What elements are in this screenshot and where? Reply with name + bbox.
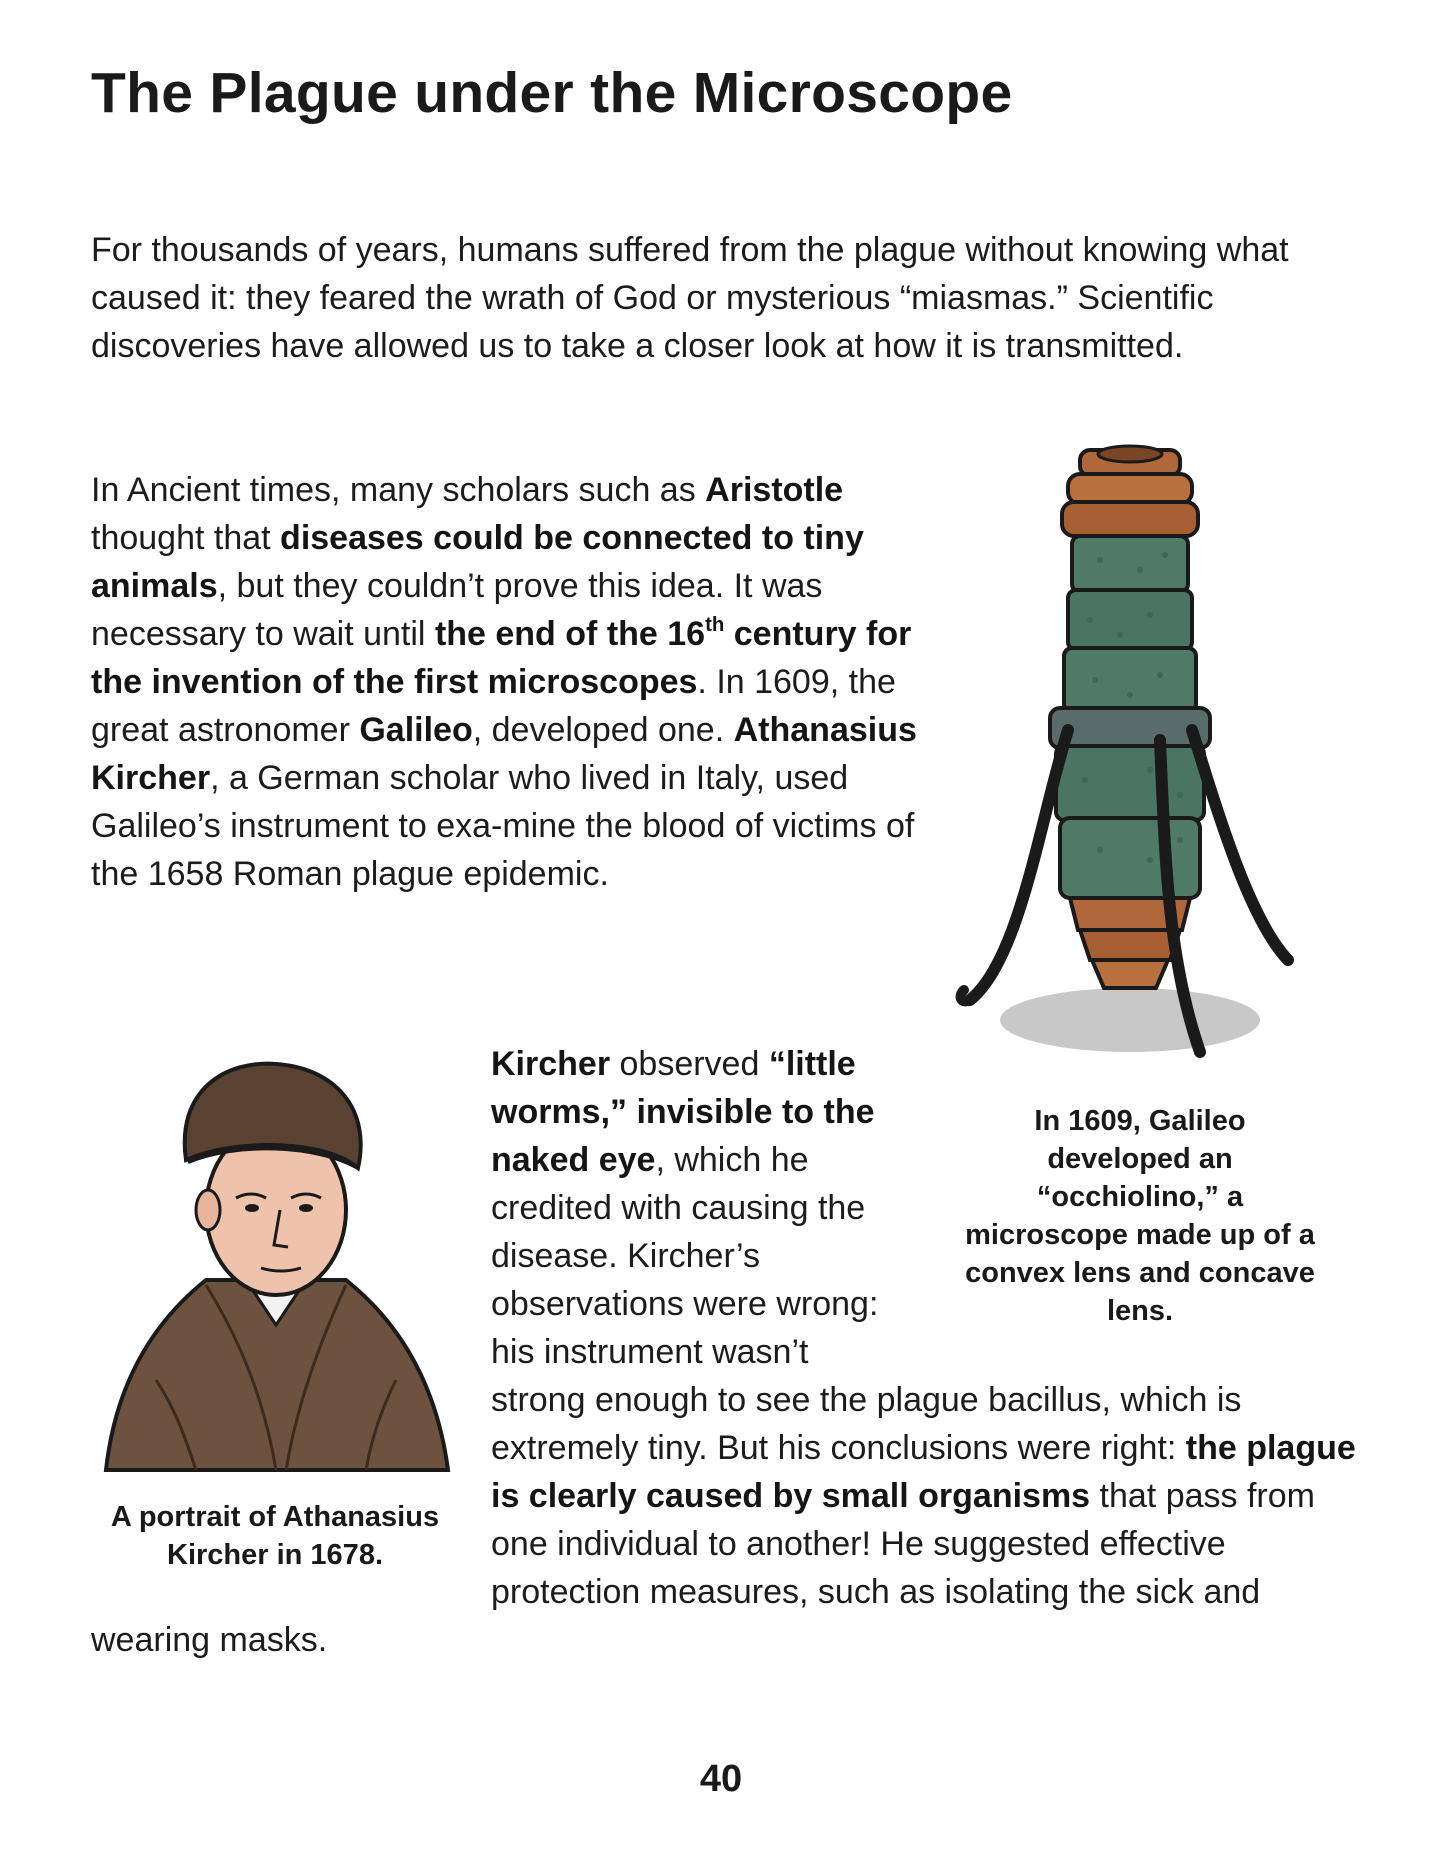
microscope-caption: In 1609, Galileo developed an “occhiolino,” a microscope made up of a convex lens and concave lens.: [965, 1105, 1315, 1327]
text-run: observed: [610, 1045, 769, 1083]
portrait-caption: A portrait of Athanasius Kircher in 1678.: [110, 1501, 440, 1571]
bold-16th-century: the end of the 16th century for the invention of the first microscopes: [91, 613, 912, 701]
ancient-times-paragraph: [91, 466, 951, 898]
text-run: thought that: [91, 519, 281, 557]
ordinal-suffix: th: [705, 613, 725, 636]
text-run: . In 1609, the great astronomer: [91, 663, 896, 749]
bold-little-worms: “little worms,” invisible to the naked eye: [491, 1045, 875, 1179]
bold-kircher: Kircher: [491, 1045, 611, 1083]
text-run: , which he credited with causing the disease. Kircher’s observations were wrong: his instrument wasn’t strong enough to see the plague bacillus, which is extremely tiny. But his conclusions were right:: [491, 1141, 1242, 1467]
page-title: The Plague under the Microscope: [91, 61, 1013, 125]
intro-paragraph: For thousands of years, humans suffered from the plague without knowing what caused it: they feared the wrath of God or mysterious “miasmas.” Scientific discoveries have allowed us to take a closer look at how it is transmitted.: [91, 231, 1289, 365]
text-run: In Ancient times, many scholars such as: [91, 471, 706, 509]
text-run: , developed one.: [472, 711, 734, 749]
text-run: that pass from one individual to another! He suggested effective protection measures, such as isolating the sick and wearing masks.: [91, 1477, 1315, 1659]
bold-galileo: Galileo: [359, 711, 473, 749]
kircher-portrait-illustration: [96, 1050, 456, 1490]
text-run: , but they couldn’t prove this idea. It was necessary to wait until: [91, 567, 823, 653]
bold-small-organisms: the plague is clearly caused by small organisms: [491, 1429, 1356, 1515]
page-number: 40: [699, 1758, 743, 1800]
bold-kircher: Athanasius Kircher: [91, 711, 917, 797]
text-run: , a German scholar who lived in Italy, used Galileo’s instrument to exa-mine the blood of victims of the 1658 Roman plague epidemic.: [91, 759, 915, 893]
bold-aristotle: Aristotle: [705, 471, 844, 509]
microscope-illustration: [950, 440, 1310, 1080]
bold-diseases: diseases could be connected to tiny animals: [91, 519, 864, 605]
